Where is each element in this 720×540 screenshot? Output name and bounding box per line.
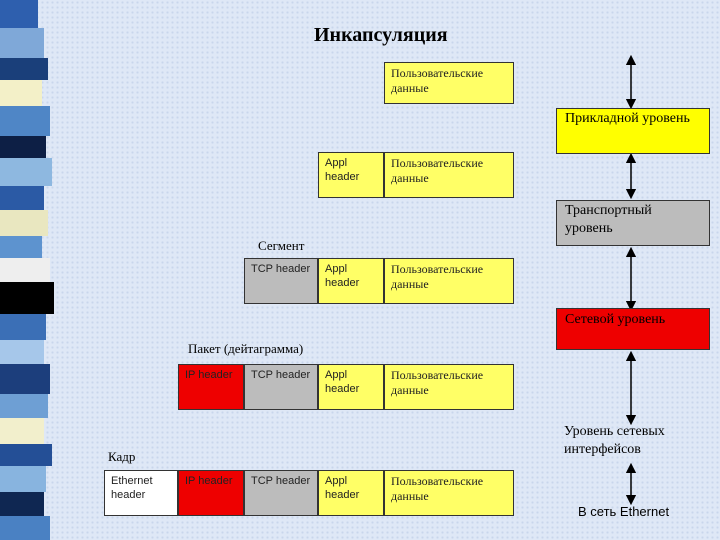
tcp-header-block: TCP header	[244, 364, 318, 410]
link-layer-box: Уровень сетевых интерфейсов	[564, 424, 665, 457]
ethernet-header-block: Ethernet header	[104, 470, 178, 516]
network-layer-box: Сетевой уровень	[556, 308, 710, 350]
frame-label: Кадр	[108, 449, 136, 464]
appl-header-block: Appl header	[318, 470, 384, 516]
tcp-header-block: TCP header	[244, 470, 318, 516]
transport-layer-box: Транспортный уровень	[556, 200, 710, 246]
appl-header-block: Appl header	[318, 364, 384, 410]
appl-header-block: Appl header	[318, 258, 384, 304]
user-data-block: Пользовательские данные	[384, 152, 514, 198]
tcp-header-block: TCP header	[244, 258, 318, 304]
page-title: Инкапсуляция	[314, 24, 448, 46]
application-layer-box: Прикладной уровень	[556, 108, 710, 154]
ip-header-block: IP header	[178, 470, 244, 516]
packet-label: Пакет (дейтаграмма)	[188, 341, 304, 356]
user-data-block: Пользовательские данные	[384, 364, 514, 410]
user-data-block: Пользовательские данные	[384, 62, 514, 104]
segment-label: Сегмент	[258, 238, 305, 253]
user-data-block: Пользовательские данные	[384, 258, 514, 304]
ethernet-destination-label: В сеть Ethernet	[578, 504, 670, 519]
appl-header-block: Appl header	[318, 152, 384, 198]
user-data-block: Пользовательские данные	[384, 470, 514, 516]
ip-header-block: IP header	[178, 364, 244, 410]
